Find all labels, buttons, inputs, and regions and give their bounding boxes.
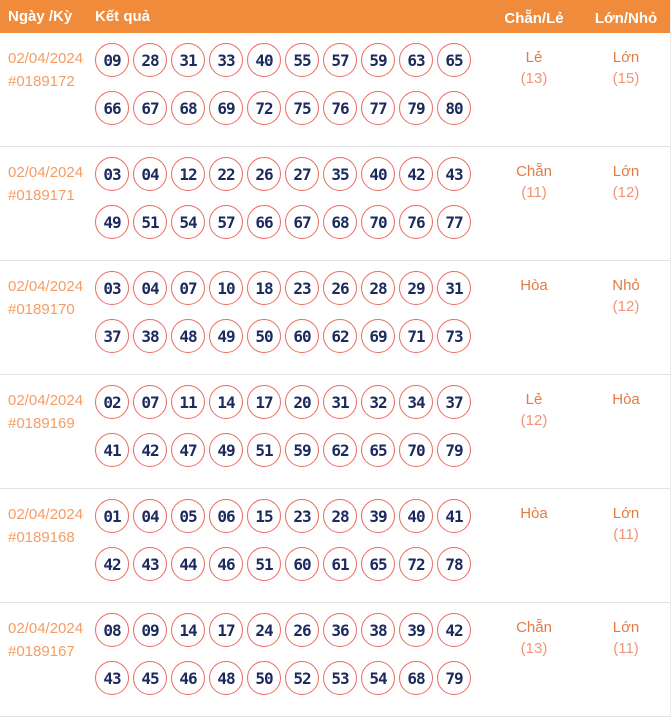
lottery-ball: 45 (133, 661, 167, 695)
lottery-ball: 49 (209, 433, 243, 467)
ball-line-1 (95, 613, 486, 647)
lottery-ball: 57 (323, 43, 357, 77)
draw-row (0, 33, 670, 147)
big-small-cell (582, 499, 670, 602)
lottery-ball: 72 (399, 547, 433, 581)
lottery-ball: 17 (247, 385, 281, 419)
lottery-ball: 20 (285, 385, 319, 419)
draw-date: 02/04/2024 (8, 506, 84, 523)
lottery-ball: 42 (95, 547, 129, 581)
lottery-ball: 49 (209, 319, 243, 353)
lottery-ball: 38 (133, 319, 167, 353)
lottery-ball: 51 (247, 547, 281, 581)
draw-date: 02/04/2024 (8, 620, 84, 637)
ball-line-1 (95, 385, 486, 419)
even-odd-count: (13) (520, 640, 548, 657)
lottery-ball: 38 (361, 613, 395, 647)
draw-id: #0189171 (8, 187, 75, 204)
big-small-count: (12) (612, 184, 640, 201)
lottery-ball: 65 (437, 43, 471, 77)
draw-info-cell (0, 613, 88, 716)
lottery-ball: 37 (95, 319, 129, 353)
even-odd-cell (486, 271, 582, 374)
big-small-cell (582, 271, 670, 374)
even-odd-count: (12) (520, 412, 548, 429)
lottery-ball: 07 (171, 271, 205, 305)
lottery-ball: 14 (171, 613, 205, 647)
lottery-ball: 41 (95, 433, 129, 467)
lottery-ball: 61 (323, 547, 357, 581)
lottery-ball: 66 (95, 91, 129, 125)
lottery-ball: 03 (95, 157, 129, 191)
lottery-ball: 04 (133, 499, 167, 533)
lottery-ball: 70 (399, 433, 433, 467)
lottery-ball: 26 (247, 157, 281, 191)
big-small-cell (582, 385, 670, 488)
ball-line-1 (95, 271, 486, 305)
lottery-ball: 26 (285, 613, 319, 647)
even-odd-label: Hòa (520, 277, 548, 294)
lottery-ball: 32 (361, 385, 395, 419)
lottery-ball: 24 (247, 613, 281, 647)
result-numbers-cell (88, 613, 486, 716)
draw-info-cell (0, 271, 88, 374)
lottery-ball: 59 (285, 433, 319, 467)
draw-id: #0189169 (8, 415, 75, 432)
lottery-ball: 40 (361, 157, 395, 191)
lottery-ball: 06 (209, 499, 243, 533)
lottery-ball: 46 (209, 547, 243, 581)
ball-line-2 (95, 319, 486, 353)
lottery-ball: 42 (437, 613, 471, 647)
header-even-odd: Chẵn/Lẻ (504, 10, 564, 27)
lottery-ball: 66 (247, 205, 281, 239)
lottery-ball: 75 (285, 91, 319, 125)
lottery-ball: 59 (361, 43, 395, 77)
lottery-ball: 65 (361, 433, 395, 467)
lottery-ball: 69 (361, 319, 395, 353)
result-numbers-cell (88, 43, 486, 146)
lottery-ball: 14 (209, 385, 243, 419)
draw-info-cell (0, 43, 88, 146)
lottery-ball: 50 (247, 319, 281, 353)
lottery-ball: 28 (323, 499, 357, 533)
result-numbers-cell (88, 157, 486, 260)
lottery-ball: 23 (285, 499, 319, 533)
lottery-ball: 28 (133, 43, 167, 77)
even-odd-label: Chẵn (516, 163, 552, 180)
even-odd-cell (486, 385, 582, 488)
big-small-label: Hòa (612, 391, 640, 408)
even-odd-cell (486, 157, 582, 260)
big-small-cell (582, 43, 670, 146)
lottery-ball: 54 (361, 661, 395, 695)
draw-id: #0189168 (8, 529, 75, 546)
draw-row (0, 261, 670, 375)
result-numbers-cell (88, 499, 486, 602)
lottery-ball: 23 (285, 271, 319, 305)
lottery-ball: 11 (171, 385, 205, 419)
lottery-ball: 42 (399, 157, 433, 191)
even-odd-label: Lẻ (525, 49, 543, 66)
lottery-ball: 17 (209, 613, 243, 647)
lottery-ball: 36 (323, 613, 357, 647)
big-small-label: Nhỏ (612, 277, 640, 294)
draw-id: #0189167 (8, 643, 75, 660)
lottery-ball: 35 (323, 157, 357, 191)
big-small-label: Lớn (612, 619, 640, 636)
ball-line-2 (95, 205, 486, 239)
lottery-ball: 28 (361, 271, 395, 305)
lottery-ball: 71 (399, 319, 433, 353)
lottery-ball: 72 (247, 91, 281, 125)
draw-row (0, 489, 670, 603)
big-small-count: (11) (613, 526, 639, 543)
big-small-label: Lớn (612, 163, 640, 180)
draw-date: 02/04/2024 (8, 164, 84, 181)
lottery-ball: 43 (95, 661, 129, 695)
lottery-ball: 70 (361, 205, 395, 239)
lottery-ball: 10 (209, 271, 243, 305)
lottery-ball: 63 (399, 43, 433, 77)
lottery-ball: 62 (323, 433, 357, 467)
draw-row (0, 147, 670, 261)
lottery-ball: 04 (133, 271, 167, 305)
lottery-ball: 79 (437, 433, 471, 467)
draw-id: #0189172 (8, 73, 75, 90)
lottery-ball: 47 (171, 433, 205, 467)
big-small-cell (582, 157, 670, 260)
lottery-ball: 76 (399, 205, 433, 239)
even-odd-cell (486, 499, 582, 602)
lottery-ball: 40 (247, 43, 281, 77)
lottery-ball: 42 (133, 433, 167, 467)
lottery-ball: 29 (399, 271, 433, 305)
lottery-ball: 62 (323, 319, 357, 353)
lottery-ball: 46 (171, 661, 205, 695)
lottery-ball: 01 (95, 499, 129, 533)
lottery-ball: 39 (361, 499, 395, 533)
lottery-ball: 79 (399, 91, 433, 125)
draw-row (0, 603, 670, 717)
even-odd-cell (486, 43, 582, 146)
lottery-ball: 27 (285, 157, 319, 191)
lottery-ball: 09 (133, 613, 167, 647)
ball-line-2 (95, 433, 486, 467)
lottery-ball: 04 (133, 157, 167, 191)
lottery-ball: 18 (247, 271, 281, 305)
lottery-ball: 49 (95, 205, 129, 239)
lottery-ball: 43 (133, 547, 167, 581)
lottery-ball: 76 (323, 91, 357, 125)
lottery-ball: 77 (437, 205, 471, 239)
result-numbers-cell (88, 385, 486, 488)
lottery-ball: 07 (133, 385, 167, 419)
lottery-ball: 03 (95, 271, 129, 305)
lottery-ball: 80 (437, 91, 471, 125)
lottery-ball: 77 (361, 91, 395, 125)
lottery-ball: 08 (95, 613, 129, 647)
ball-line-2 (95, 547, 486, 581)
draw-date: 02/04/2024 (8, 278, 84, 295)
header-date-period: Ngày /Kỳ (8, 8, 73, 25)
draw-row (0, 375, 670, 489)
lottery-ball: 31 (171, 43, 205, 77)
lottery-ball: 79 (437, 661, 471, 695)
lottery-ball: 48 (171, 319, 205, 353)
lottery-ball: 34 (399, 385, 433, 419)
big-small-count: (15) (612, 70, 640, 87)
lottery-ball: 67 (285, 205, 319, 239)
lottery-ball: 51 (133, 205, 167, 239)
lottery-ball: 60 (285, 547, 319, 581)
lottery-ball: 50 (247, 661, 281, 695)
draw-info-cell (0, 157, 88, 260)
draw-date: 02/04/2024 (8, 392, 84, 409)
lottery-ball: 39 (399, 613, 433, 647)
ball-line-2 (95, 661, 486, 695)
big-small-cell (582, 613, 670, 716)
lottery-ball: 44 (171, 547, 205, 581)
lottery-ball: 65 (361, 547, 395, 581)
lottery-ball: 48 (209, 661, 243, 695)
lottery-ball: 68 (323, 205, 357, 239)
lottery-ball: 60 (285, 319, 319, 353)
ball-line-1 (95, 43, 486, 77)
result-numbers-cell (88, 271, 486, 374)
lottery-ball: 78 (437, 547, 471, 581)
ball-line-2 (95, 91, 486, 125)
results-body (0, 33, 670, 717)
lottery-ball: 12 (171, 157, 205, 191)
lottery-ball: 55 (285, 43, 319, 77)
lottery-ball: 05 (171, 499, 205, 533)
ball-line-1 (95, 157, 486, 191)
lottery-ball: 69 (209, 91, 243, 125)
lottery-ball: 22 (209, 157, 243, 191)
even-odd-label: Lẻ (525, 391, 543, 408)
big-small-label: Lớn (612, 49, 640, 66)
header-result: Kết quả (95, 8, 151, 25)
draw-date: 02/04/2024 (8, 50, 84, 67)
lottery-ball: 31 (437, 271, 471, 305)
lottery-ball: 68 (399, 661, 433, 695)
lottery-ball: 40 (399, 499, 433, 533)
lottery-ball: 41 (437, 499, 471, 533)
ball-line-1 (95, 499, 486, 533)
lottery-ball: 67 (133, 91, 167, 125)
table-header (0, 0, 670, 33)
draw-info-cell (0, 385, 88, 488)
lottery-ball: 52 (285, 661, 319, 695)
lottery-ball: 15 (247, 499, 281, 533)
lottery-ball: 31 (323, 385, 357, 419)
lottery-ball: 26 (323, 271, 357, 305)
big-small-count: (12) (612, 298, 640, 315)
header-big-small: Lớn/Nhỏ (594, 10, 658, 27)
lottery-ball: 54 (171, 205, 205, 239)
lottery-ball: 57 (209, 205, 243, 239)
even-odd-count: (13) (520, 70, 548, 87)
big-small-count: (11) (613, 640, 639, 657)
even-odd-count: (11) (521, 184, 547, 201)
lottery-ball: 68 (171, 91, 205, 125)
lottery-ball: 51 (247, 433, 281, 467)
lottery-ball: 43 (437, 157, 471, 191)
big-small-label: Lớn (612, 505, 640, 522)
lottery-ball: 53 (323, 661, 357, 695)
even-odd-cell (486, 613, 582, 716)
lottery-ball: 73 (437, 319, 471, 353)
draw-id: #0189170 (8, 301, 75, 318)
lottery-ball: 02 (95, 385, 129, 419)
lottery-ball: 37 (437, 385, 471, 419)
draw-info-cell (0, 499, 88, 602)
lottery-ball: 09 (95, 43, 129, 77)
lottery-ball: 33 (209, 43, 243, 77)
even-odd-label: Chẵn (516, 619, 552, 636)
even-odd-label: Hòa (520, 505, 548, 522)
